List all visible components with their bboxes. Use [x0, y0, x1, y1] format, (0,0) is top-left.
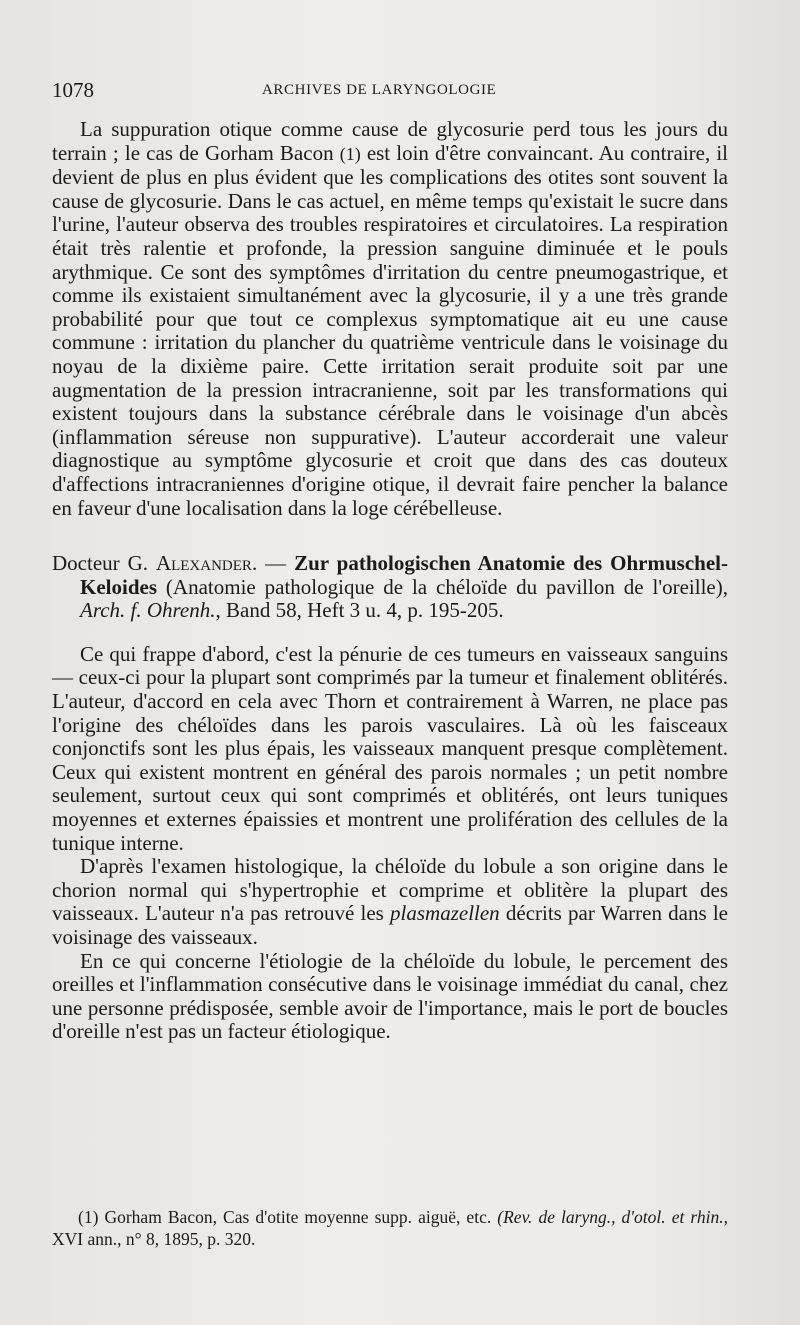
running-title: ARCHIVES DE LARYNGOLOGIE	[262, 82, 497, 98]
main-text	[52, 118, 728, 1044]
footnote	[52, 1206, 728, 1250]
paragraph-etiologie: En ce qui concerne l'étiologie de la chéloïde du lobule, le percement des oreilles et l'inflammation consécutive dans le voisinage immédiat du canal, chez une personne prédisposée, semble avoir de l'importance, mais le port de boucles d'oreille n'est pas un facteur étiologique.	[52, 948, 728, 1044]
paragraph-vaisseaux: Ce qui frappe d'abord, c'est la pénurie de ces tumeurs en vaisseaux sanguins — ceux-ci pour la plupart sont comprimés par la tumeur et finalement oblitérés. L'auteur, d'accord en cela avec Thorn et contrairement à Warren, ne place pas l'origine des chéloïdes dans les parois vasculaires. Là où les faisceaux conjonctifs sont les plus épais, les vaisseaux manquent presque complètement. Ceux qui existent montrent en général des parois normales ; un petit nombre seulement, surtout ceux qui sont comprimés et oblitérés, ont leurs tuniques moyennes et externes épaissies et montrent une prolifération des cellules de la tunique interne.	[52, 641, 728, 855]
article-heading	[52, 552, 728, 623]
paragraph-text: décrits par Warren dans le voisinage des vaisseaux.	[52, 901, 728, 949]
paragraph-text: La suppuration otique comme cause de glycosurie perd tous les jours du terrain ; le cas de Gorham Bacon	[52, 117, 728, 165]
page-header	[52, 76, 732, 104]
heading-dash: . —	[251, 551, 295, 576]
footnote-reference: (1)	[339, 143, 361, 164]
footnote-citation: , XVI ann., n° 8, 1895, p. 320.	[52, 1207, 729, 1249]
italic-term: plasmazellen	[390, 901, 500, 926]
footnote-marker: (1)	[78, 1207, 99, 1227]
author-prefix: Docteur G.	[52, 551, 156, 576]
footnote-journal: (Rev. de laryng., d'otol. et rhin.	[497, 1207, 724, 1227]
paragraph-text: D'après l'examen histologique, la chéloïde du lobule a son origine dans le chorion normal qui s'hypertrophie et comprime et oblitère la plupart des vaisseaux. L'auteur n'a pas retrouvé les	[52, 854, 728, 926]
footnote-text: Gorham Bacon, Cas d'otite moyenne supp. aiguë, etc.	[98, 1207, 498, 1227]
author-name: Alexander	[155, 551, 252, 576]
page-number: 1078	[52, 78, 94, 102]
article-title: Zur pathologischen Anatomie des Ohrmuschel-Keloides	[80, 551, 728, 599]
paragraph-text: est loin d'être convaincant. Au contraire, il devient de plus en plus évident que les complications des otites sont souvent la cause de glycosurie. Dans le cas actuel, en même temps qu'existait le sucre dans l'urine, l'auteur observa des troubles respiratoires et circulatoires. La respiration était très ralentie et profonde, la pression sanguine diminuée et le pouls arythmique. Ce sont des symptômes d'irritation du centre pneumogastrique, et comme ils existaient simultanément avec la glycosurie, il y a une très grande probabilité pour que tout ce complexus symptomatique ait eu une cause commune : irritation du plancher du quatrième ventricule dans le voisinage du noyau de la dixième paire. Cette irritation serait produite soit par une augmentation de la pression intracranienne, soit par les transformations qui existent toujours dans la substance cérébrale dans le voisinage d'un abcès (inflammation séreuse non suppurative). L'auteur accorderait une valeur diagnostique au symptôme glycosurie et croit que dans des cas douteux d'affections intracraniennes d'origine otique, il devrait faire pencher la balance en faveur d'une localisation dans la loge cérébelleuse.	[52, 140, 729, 520]
journal-name: Arch. f. Ohrenh.	[80, 598, 216, 623]
paragraph-glycosurie	[52, 118, 728, 520]
paragraph-histologie	[52, 855, 728, 949]
article-translation: (Anatomie pathologique de la chéloïde du pavillon de l'oreille),	[157, 574, 728, 599]
article-citation: , Band 58, Heft 3 u. 4, p. 195-205.	[215, 598, 504, 623]
